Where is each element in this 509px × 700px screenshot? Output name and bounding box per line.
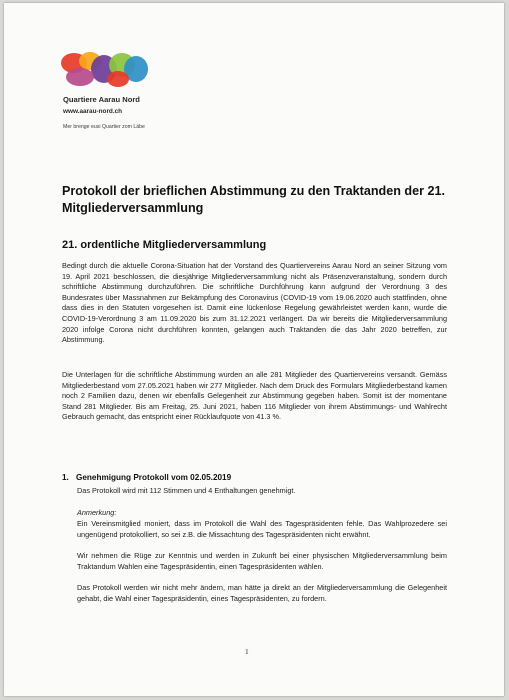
note-label: Anmerkung:	[77, 508, 117, 517]
association-logo	[60, 51, 152, 89]
section-result: Das Protokoll wird mit 112 Stimmen und 4 Enthaltungen genehmigt.	[77, 486, 296, 495]
organization-tagline: Mer brenge eusi Quartier zom Läbe	[63, 124, 145, 130]
section-title: Genehmigung Protokoll vom 02.05.2019	[76, 473, 232, 482]
note-paragraph: Das Protokoll werden wir nicht mehr ändern, man hätte ja direkt an der Mitgliederversammlung die Gelegenheit gehabt, die Wahl einer Tagespräsidentin, eines Tagespräsidenten, zu fordern.	[77, 583, 447, 603]
intro-paragraph: Bedingt durch die aktuelle Corona-Situation hat der Vorstand des Quartiervereins Aarau Nord an seiner Sitzung vom 19. April 2021 beschlossen, die diesjährige Mitgliederversammlung nicht als Präsenzveranstaltung, sondern durch schriftliche Abstimmung durchzuführen. Die schriftliche Durchführung kann aufgrund der Verordnung 3 des Bundesrates über Massnahmen zur Bekämpfung des Coronavirus (COVID-19 vom 19.06.2020 auch stattfinden, ohne dass dies in den Statuten vorgesehen ist. Damit eine lückenlose Regelung gewährleistet werden kann, wurde die COVID-19-Verordnung 3 am 11.09.2020 bis zum 31.12.2021 verlängert. Da wir bereits die Mitgliederversammlung 2020 infolge Corona nicht durchführen konnten, gelangen auch Traktanden die das Jahr 2020 betreffen, zur Abstimmung.	[62, 261, 447, 345]
section-heading	[62, 473, 231, 482]
note-paragraph: Ein Vereinsmitglied moniert, dass im Protokoll die Wahl des Tagespräsidenten fehle. Das Wahlprozedere sei ungenügend protokolliert, so sei z.B. die Missachtung des Tagespräsidenten nicht erwähnt.	[77, 519, 447, 539]
document-page	[4, 3, 504, 696]
voting-paragraph: Die Unterlagen für die schriftliche Abstimmung wurden an alle 281 Mitglieder des Quartiervereins versandt. Gemäss Mitgliederbestand vom 27.05.2021 haben wir 277 Mitglieder. Nach dem Druck des Formulars Mitgliederbestand kamen noch 2 Familien dazu, denen wir ebenfalls Gelegenheit zur Abstimmung gegeben haben. Somit ist der momentane Stand 281 Mitglieder. Bis am Freitag, 25. Juni 2021, haben 116 Mitglieder von ihrem Abstimmungs- und Wahlrecht Gebrauch gemacht, das entspricht einer Rücklaufquote von 41.3 %.	[62, 370, 447, 422]
page-number: 1	[245, 647, 249, 656]
organization-name: Quartiere Aarau Nord	[63, 95, 140, 104]
organization-website: www.aarau-nord.ch	[63, 108, 123, 115]
document-title: Protokoll der brieflichen Abstimmung zu den Traktanden der 21. Mitgliederversammlung	[62, 184, 446, 215]
section-number: 1.	[62, 473, 69, 482]
logo-blob	[107, 71, 129, 87]
logo-blob	[66, 68, 94, 86]
note-paragraph: Wir nehmen die Rüge zur Kenntnis und werden in Zukunft bei einer physischen Mitgliederversammlung beim Traktandum Wahlen eine Tagespräsidentin, einen Tagespräsidenten wählen.	[77, 551, 447, 571]
document-subtitle: 21. ordentliche Mitgliederversammlung	[62, 239, 267, 251]
